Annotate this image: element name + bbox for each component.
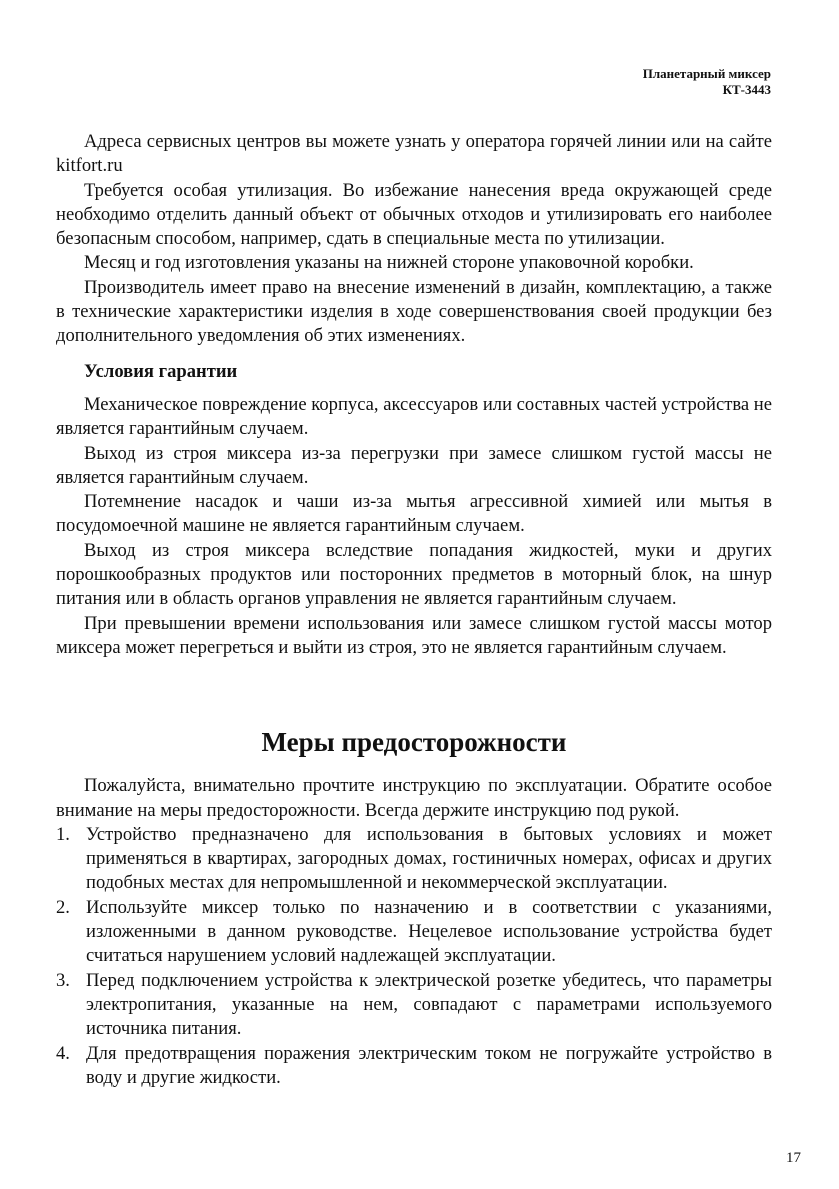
warranty-paragraph: При превышении времени использования или замесе слишком густой массы мотор миксера может перегреться и выйти из строя, это не является гарантийным случаем. — [56, 612, 772, 658]
paragraph-manufacturer-rights: Производитель имеет право на внесение изменений в дизайн, комплектацию, а также в технические характеристики изделия в ходе совершенствования своей продукции без дополнительного уведомления об этих изменениях. — [56, 276, 772, 347]
warranty-heading: Условия гарантии — [84, 360, 238, 382]
list-item-text: Устройство предназначено для использования в бытовых условиях и может применяться в квартирах, загородных домах, гостиничных номерах, офисах и других подобных местах для непромышленной и некоммерческой эксплуатации. — [86, 823, 772, 894]
paragraph-manufacture-date: Месяц и год изготовления указаны на нижней стороне упаковочной коробки. — [84, 252, 694, 274]
list-item-number: 4. — [56, 1042, 70, 1064]
warranty-paragraph: Механическое повреждение корпуса, аксессуаров или составных частей устройства не является гарантийным случаем. — [56, 393, 773, 440]
section-title-precautions: Меры предосторожности — [261, 727, 567, 758]
running-header — [643, 66, 771, 98]
paragraph-service-centers: Адреса сервисных центров вы можете узнать у оператора горячей линии или на сайте kitfort.ru — [56, 131, 772, 177]
list-item-number: 3. — [56, 969, 70, 991]
header-model: КТ-3443 — [722, 82, 771, 97]
list-item-number: 1. — [56, 823, 70, 845]
page-body — [56, 130, 772, 1090]
list-item — [56, 823, 772, 896]
header-product-name: Планетарный миксер — [642, 66, 771, 81]
list-item — [56, 1042, 772, 1091]
paragraph-disposal: Требуется особая утилизация. Во избежание нанесения вреда окружающей среде необходимо отделить данный объект от обычных отходов и утилизировать его наиболее безопасным способом, например, сдать в специальные места по утилизации. — [56, 179, 772, 250]
list-item-number: 2. — [56, 896, 70, 918]
list-item-text: Для предотвращения поражения электрическим током не погружайте устройство в воду и другие жидкости. — [86, 1042, 772, 1088]
warranty-paragraph: Потемнение насадок и чаши из-за мытья агрессивной химией или мытья в посудомоечной машине не является гарантийным случаем. — [56, 491, 772, 537]
warranty-paragraph: Выход из строя миксера вследствие попадания жидкостей, муки и других порошкообразных продуктов или посторонних предметов в моторный блок, на шнур питания или в область органов управления не является гарантийным случаем. — [56, 539, 772, 610]
precautions-list — [56, 823, 772, 1090]
list-item-text: Перед подключением устройства к электрической розетке убедитесь, что параметры электропитания, указанные на нем, совпадают с параметрами используемого источника питания. — [86, 969, 772, 1040]
list-item — [56, 969, 772, 1042]
page-number: 17 — [786, 1150, 801, 1166]
warranty-paragraph: Выход из строя миксера из-за перегрузки при замесе слишком густой массы не является гарантийным случаем. — [56, 442, 772, 488]
list-item-text: Используйте миксер только по назначению и в соответствии с указаниями, изложенными в данном руководстве. Нецелевое использование устройства будет считаться нарушением условий надлежащей эксплуатации. — [86, 896, 772, 967]
precautions-intro: Пожалуйста, внимательно прочтите инструкцию по эксплуатации. Обратите особое внимание на меры предосторожности. Всегда держите инструкцию под рукой. — [56, 775, 772, 821]
list-item — [56, 896, 772, 969]
